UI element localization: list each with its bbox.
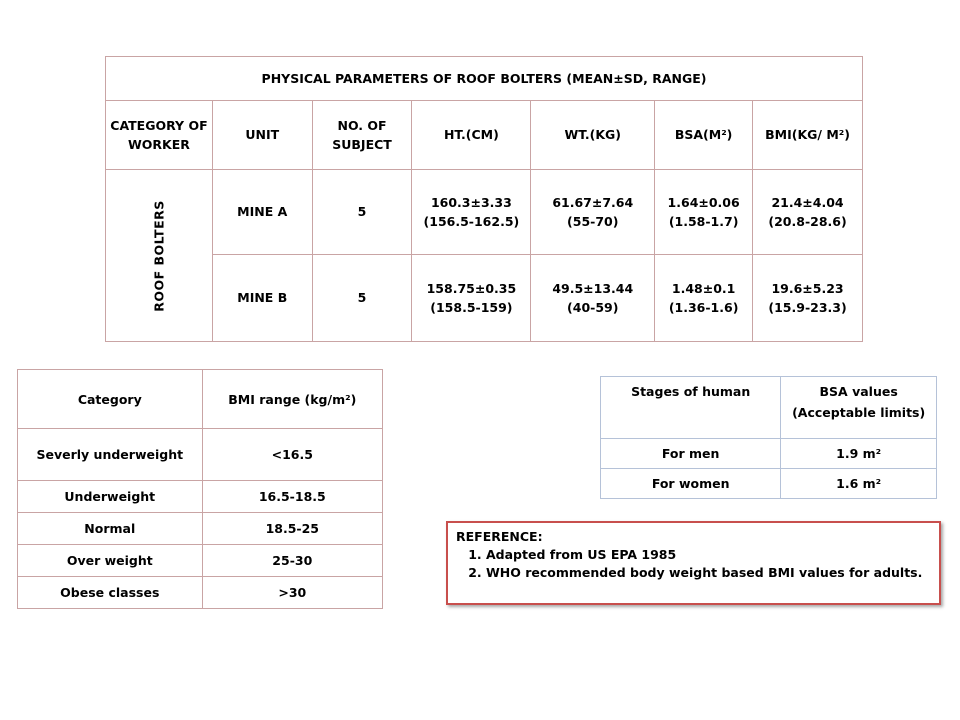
bsa-mean: 1.48±0.1	[671, 280, 736, 296]
bmi-range: (15.9-23.3)	[768, 300, 847, 315]
bmi-category-cell: Over weight	[18, 545, 203, 577]
bsa-limits-table	[600, 376, 937, 499]
bmi-range-table	[17, 369, 383, 609]
header-subjects: NO. OF SUBJECT	[312, 101, 412, 170]
table-row	[18, 577, 383, 609]
header-bmi-range: BMI range (kg/m²)	[202, 370, 382, 429]
bmi-range-cell: <16.5	[202, 429, 382, 481]
height-range: (156.5-162.5)	[423, 214, 520, 229]
physical-parameters-table	[105, 56, 863, 342]
bmi-mean: 19.6±5.23	[771, 280, 844, 296]
weight-cell	[531, 255, 655, 342]
stage-cell: For men	[601, 439, 781, 469]
height-cell	[412, 170, 531, 255]
height-mean: 158.75±0.35	[426, 280, 517, 296]
header-bmi-category: Category	[18, 370, 203, 429]
category-cell	[106, 170, 213, 342]
bmi-range-cell: >30	[202, 577, 382, 609]
table-row	[18, 513, 383, 545]
bmi-range-cell: 25-30	[202, 545, 382, 577]
bsa-range: (1.58-1.7)	[668, 214, 739, 229]
reference-heading: REFERENCE:	[456, 529, 543, 544]
bmi-range-cell: 16.5-18.5	[202, 481, 382, 513]
subjects-cell: 5	[312, 170, 412, 255]
unit-cell: MINE A	[212, 170, 312, 255]
bmi-cell	[753, 255, 863, 342]
table-row	[601, 439, 937, 469]
header-height: HT.(CM)	[412, 101, 531, 170]
bmi-mean: 21.4±4.04	[771, 194, 844, 210]
table-row	[18, 545, 383, 577]
bsa-value-cell: 1.9 m²	[781, 439, 937, 469]
table-row	[601, 469, 937, 499]
table-header-row	[106, 101, 863, 170]
reference-item: 1. Adapted from US EPA 1985	[486, 546, 931, 564]
bmi-category-cell: Obese classes	[18, 577, 203, 609]
height-mean: 160.3±3.33	[430, 194, 512, 210]
header-bsa-values-line2: (Acceptable limits)	[792, 405, 926, 421]
header-bsa-values-line1: BSA values	[819, 384, 898, 399]
height-cell	[412, 255, 531, 342]
table-title: PHYSICAL PARAMETERS OF ROOF BOLTERS (MEAN±SD, RANGE)	[106, 57, 863, 101]
table-title-row	[106, 57, 863, 101]
height-range: (158.5-159)	[430, 300, 513, 315]
header-bsa-values	[781, 377, 937, 439]
weight-range: (55-70)	[567, 214, 619, 229]
unit-cell: MINE B	[212, 255, 312, 342]
bsa-value-cell: 1.6 m²	[781, 469, 937, 499]
header-weight: WT.(KG)	[531, 101, 655, 170]
bmi-category-cell: Severly underweight	[18, 429, 203, 481]
table-row	[106, 255, 863, 342]
weight-range: (40-59)	[567, 300, 619, 315]
header-bmi: BMI(KG/ M²)	[753, 101, 863, 170]
header-unit: UNIT	[212, 101, 312, 170]
stage-cell: For women	[601, 469, 781, 499]
reference-box	[446, 521, 941, 605]
reference-list	[456, 546, 931, 582]
subjects-cell: 5	[312, 255, 412, 342]
table-header-row	[18, 370, 383, 429]
weight-mean: 49.5±13.44	[552, 280, 634, 296]
bmi-category-cell: Underweight	[18, 481, 203, 513]
weight-mean: 61.67±7.64	[552, 194, 634, 210]
weight-cell	[531, 170, 655, 255]
bmi-cell	[753, 170, 863, 255]
bmi-category-cell: Normal	[18, 513, 203, 545]
bsa-range: (1.36-1.6)	[668, 300, 739, 315]
table-row	[18, 429, 383, 481]
table-header-row	[601, 377, 937, 439]
bsa-mean: 1.64±0.06	[667, 194, 740, 210]
bsa-cell	[655, 255, 753, 342]
header-stages: Stages of human	[601, 377, 781, 439]
bsa-cell	[655, 170, 753, 255]
reference-item: 2. WHO recommended body weight based BMI values for adults.	[486, 564, 931, 582]
bmi-range-cell: 18.5-25	[202, 513, 382, 545]
header-bsa: BSA(M²)	[655, 101, 753, 170]
bmi-range: (20.8-28.6)	[768, 214, 847, 229]
header-category: CATEGORY OF WORKER	[106, 101, 213, 170]
table-row	[18, 481, 383, 513]
category-label: ROOF BOLTERS	[151, 199, 167, 312]
table-row	[106, 170, 863, 255]
